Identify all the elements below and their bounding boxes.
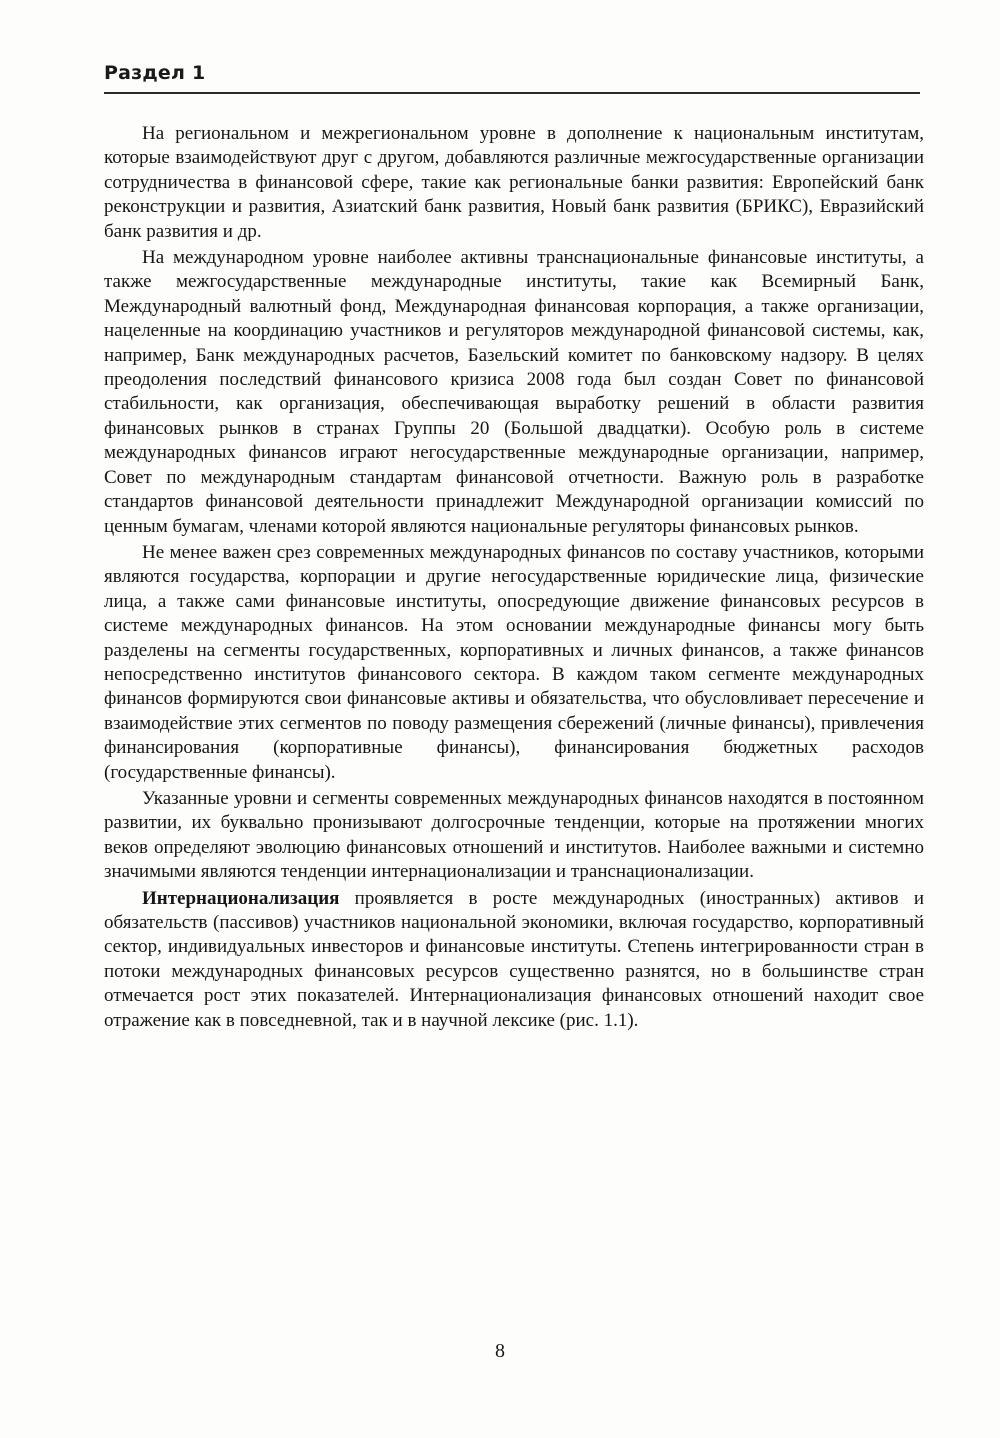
- section-header: Раздел 1: [104, 62, 206, 84]
- body-text: [104, 122, 924, 1035]
- paragraph-participants-segments: Не менее важен срез современных международных финансов по составу участников, которыми являются государства, корпорации и другие негосударственные юридические лица, физические лица, а также сами финансовые институты, опосредующие движение финансовых ресурсов в системе международных финансов. На этом основании международные финансы могу быть разделены на сегменты государственных, корпоративных и личных финансов, а также финансов непосредственно институтов финансового сектора. В каждом таком сегменте международных финансов формируются свои финансовые активы и обязательства, что обусловливает пересечение и взаимодействие этих сегментов по поводу размещения сбережений (личные финансы), привлечения финансирования (корпоративные финансы), финансирования бюджетных расходов (государственные финансы).: [104, 541, 924, 783]
- page-number: 8: [495, 1340, 505, 1362]
- paragraph-international-institutions: На международном уровне наиболее активны транснациональные финансовые институты, а также межгосударственные международные институты, такие как Всемирный Банк, Международный валютный фонд, Международная финансовая корпорация, а также организации, нацеленные на координацию участников и регуляторов международной финансовой системы, как, например, Банк международных расчетов, Базельский комитет по банковскому надзору. В целях преодоления последствий финансового кризиса 2008 года был создан Совет по финансовой стабильности, как организация, обеспечивающая выработку решений в области развития финансовых рынков в странах Группы 20 (Большой двадцатки). Особую роль в системе международных финансов играют негосударственные международные организации, например, Совет по международным стандартам финансовой отчетности. Важную роль в разработке стандартов финансовой деятельности принадлежит Международной организации комиссий по ценным бумагам, членами которой являются национальные регуляторы финансовых рынков.: [104, 247, 924, 537]
- header-rule: [104, 92, 920, 94]
- paragraph-internationalization: [104, 887, 924, 1033]
- bold-term: Интернационализация: [142, 887, 340, 909]
- paragraph-regional-institutions: На региональном и межрегиональном уровне в дополнение к национальным институтам, которые взаимодействуют друг с другом, добавляются различные межгосударственные организации сотрудничества в финансовой сфере, такие как региональные банки развития: Европейский банк реконструкции и развития, Азиатский банк развития, Новый банк развития (БРИКС), Евразийский банк развития и др.: [104, 123, 924, 242]
- paragraph-continuation: проявляется в росте международных (иностранных) активов и обязательств (пассивов) участников национальной экономики, включая государство, корпоративный сектор, индивидуальных инвесторов и финансовые институты. Степень интегрированности стран в потоки международных финансовых ресурсов существенно разнятся, но в большинстве стран отмечается рост этих показателей. Интернационализация финансовых отношений находит свое отражение как в повседневной, так и в научной лексике (рис. 1.1).: [104, 887, 924, 1031]
- paragraph-development-trends: Указанные уровни и сегменты современных международных финансов находятся в постоянном развитии, их буквально пронизывают долгосрочные тенденции, которые на протяжении многих веков определяют эволюцию финансовых отношений и институтов. Наиболее важными и системно значимыми являются тенденции интернационализации и транснационализации.: [104, 787, 924, 883]
